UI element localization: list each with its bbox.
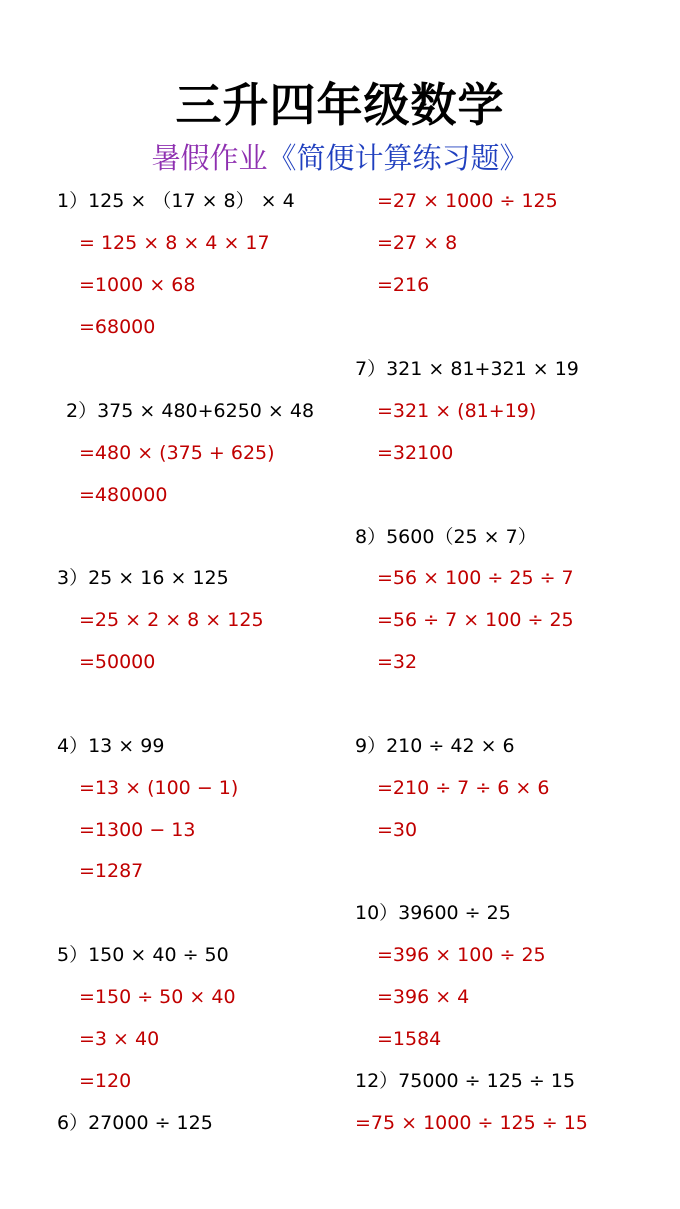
problem-3-step-2: =50000 xyxy=(79,651,156,673)
problem-6-step-1: =27 × 1000 ÷ 125 xyxy=(377,190,558,212)
problem-6-step-3: =216 xyxy=(377,274,430,296)
problem-3-question: 3）25 × 16 × 125 xyxy=(57,567,229,589)
problem-5-step-1: =150 ÷ 50 × 40 xyxy=(79,986,236,1008)
problem-5-step-3: =120 xyxy=(79,1070,132,1092)
problem-1-step-3: =68000 xyxy=(79,316,156,338)
problem-7-step-1: =321 × (81+19) xyxy=(377,400,537,422)
problem-10-step-1: =396 × 100 ÷ 25 xyxy=(377,944,546,966)
problem-3-step-1: =25 × 2 × 8 × 125 xyxy=(79,609,264,631)
problem-5-question: 5）150 × 40 ÷ 50 xyxy=(57,944,229,966)
problem-2-step-1: =480 × (375 + 625) xyxy=(79,442,275,464)
problem-9-question: 9）210 ÷ 42 × 6 xyxy=(355,735,515,757)
subtitle-part1: 暑假作业 xyxy=(151,141,268,175)
subtitle-part2: 《简便计算练习题》 xyxy=(267,141,529,175)
problem-1-step-2: =1000 × 68 xyxy=(79,274,196,296)
page-subtitle xyxy=(0,138,680,178)
problem-7-question: 7）321 × 81+321 × 19 xyxy=(355,358,579,380)
problem-12-step-1: =75 × 1000 ÷ 125 ÷ 15 xyxy=(355,1112,588,1134)
problem-6-step-2: =27 × 8 xyxy=(377,232,458,254)
problem-1-step-1: = 125 × 8 × 4 × 17 xyxy=(79,232,270,254)
problem-8-step-2: =56 ÷ 7 × 100 ÷ 25 xyxy=(377,609,574,631)
problem-4-step-2: =1300 − 13 xyxy=(79,819,196,841)
problem-9-step-1: =210 ÷ 7 ÷ 6 × 6 xyxy=(377,777,550,799)
page-title: 三升四年级数学 xyxy=(175,78,505,132)
problem-10-step-2: =396 × 4 xyxy=(377,986,470,1008)
problem-9-step-2: =30 xyxy=(377,819,418,841)
problem-4-step-3: =1287 xyxy=(79,860,144,882)
problem-7-step-2: =32100 xyxy=(377,442,454,464)
problem-12-question: 12）75000 ÷ 125 ÷ 15 xyxy=(355,1070,576,1092)
problem-4-step-1: =13 × (100 − 1) xyxy=(79,777,239,799)
problem-4-question: 4）13 × 99 xyxy=(57,735,165,757)
problem-2-step-2: =480000 xyxy=(79,484,168,506)
problem-8-question: 8）5600（25 × 7） xyxy=(355,526,537,548)
problem-1-question: 1）125 × （17 × 8） × 4 xyxy=(57,190,295,212)
problem-10-step-3: =1584 xyxy=(377,1028,442,1050)
problem-8-step-3: =32 xyxy=(377,651,418,673)
problem-8-step-1: =56 × 100 ÷ 25 ÷ 7 xyxy=(377,567,574,589)
problem-2-question: 2）375 × 480+6250 × 48 xyxy=(66,400,315,422)
problem-5-step-2: =3 × 40 xyxy=(79,1028,160,1050)
problem-6-question: 6）27000 ÷ 125 xyxy=(57,1112,213,1134)
problem-10-question: 10）39600 ÷ 25 xyxy=(355,902,511,924)
